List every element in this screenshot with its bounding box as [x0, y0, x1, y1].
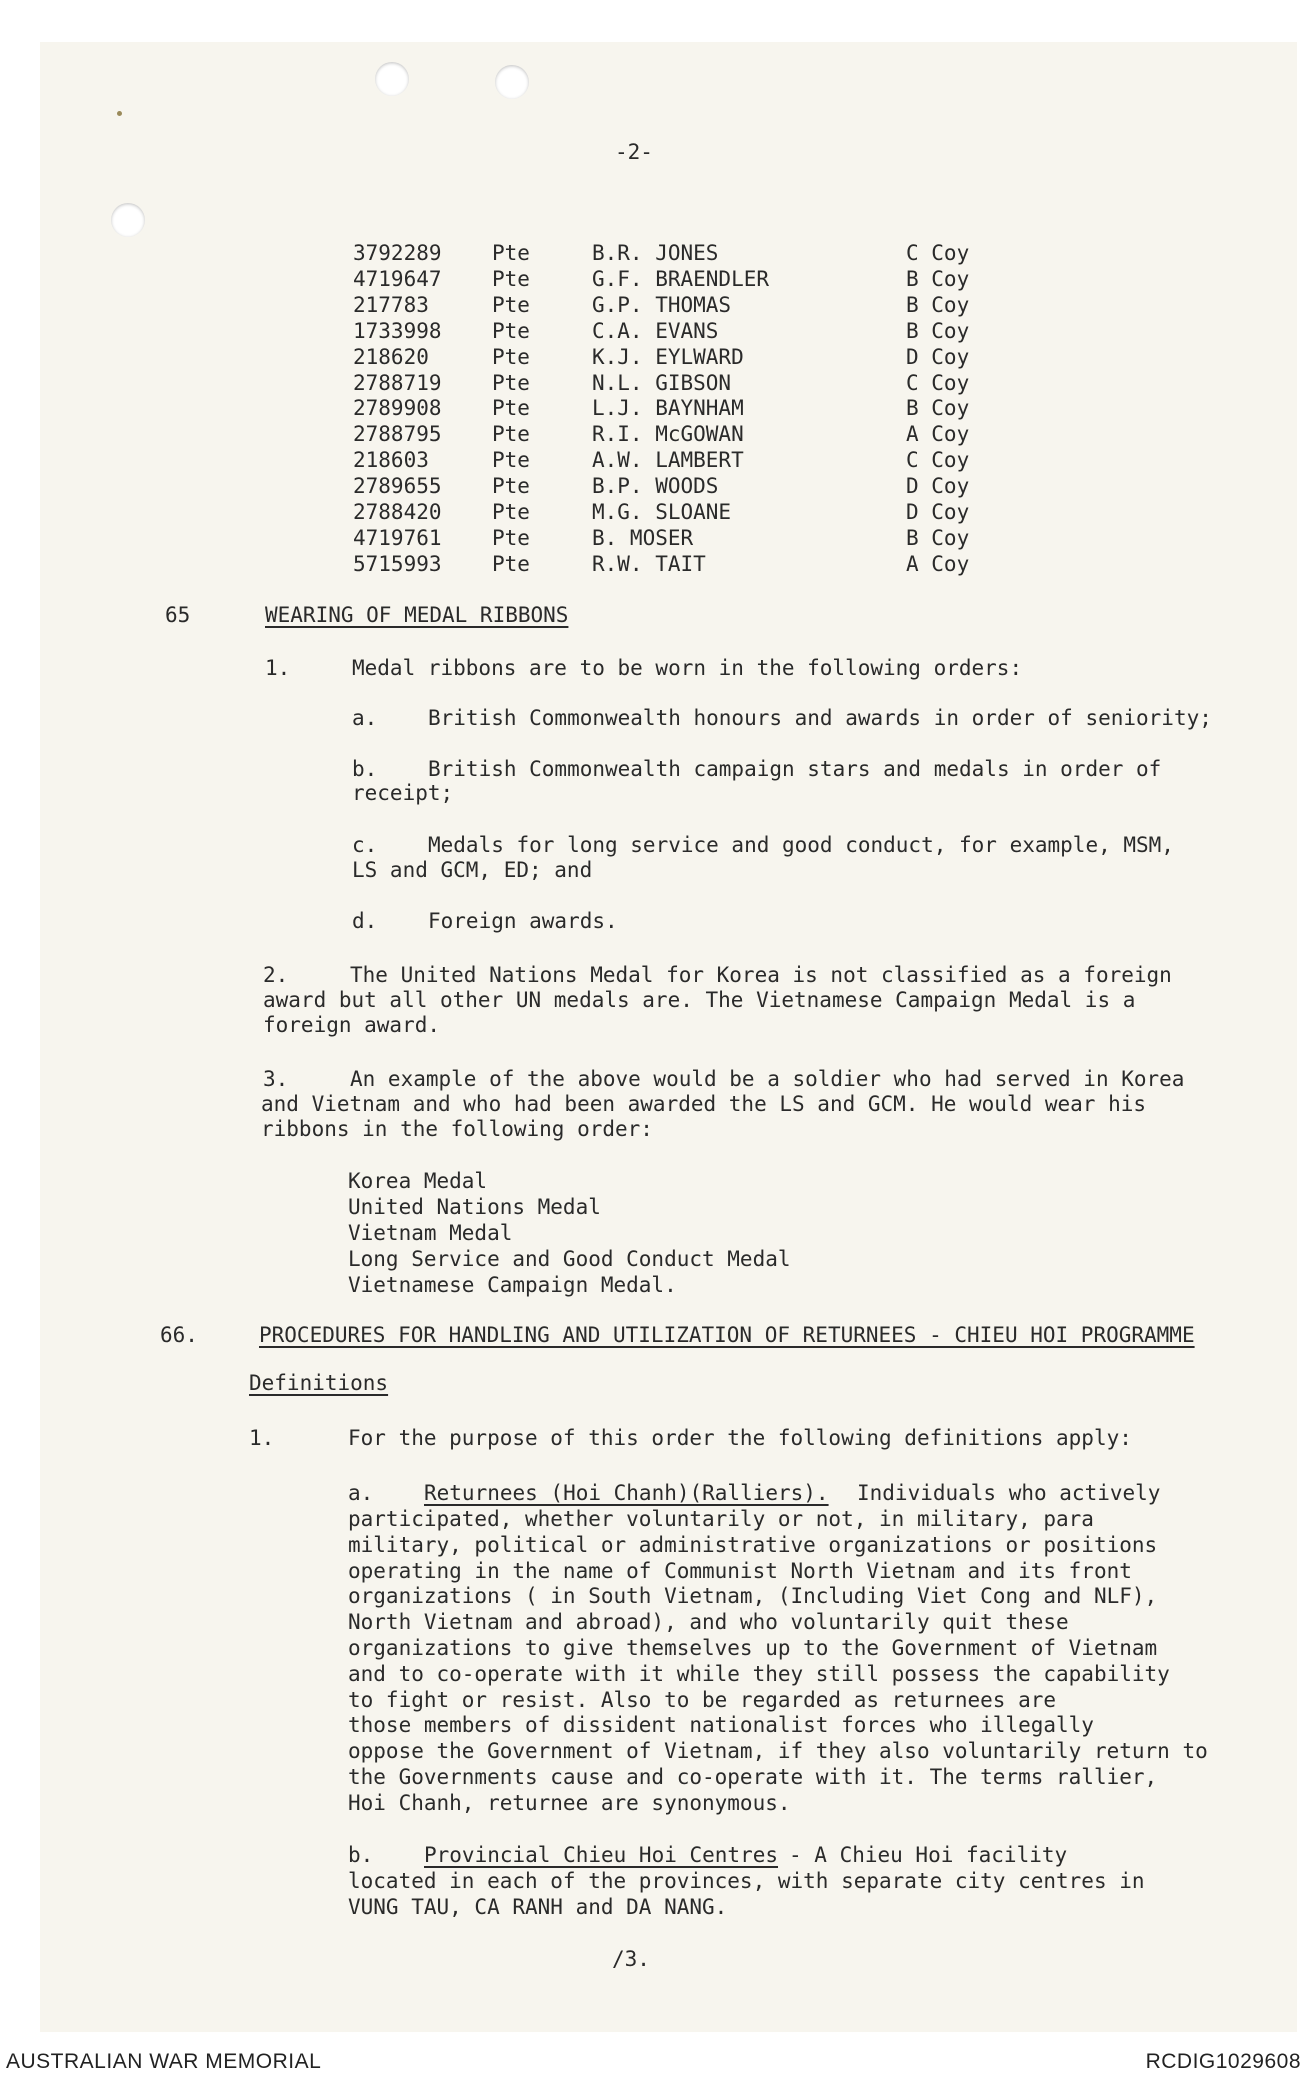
service-number: 2789655: [353, 474, 442, 499]
rank: Pte: [492, 292, 530, 317]
medal-list-item: Vietnam Medal: [348, 1221, 513, 1245]
company: B Coy: [906, 266, 970, 291]
rank: Pte: [492, 525, 530, 550]
s66-item-a-text: Individuals who actively: [857, 1481, 1161, 1505]
s65-para-3-text: An example of the above would be a soldier who had served in Korea: [350, 1067, 1185, 1091]
s66-item-a-text: operating in the name of Communist North Vietnam and its front: [348, 1558, 1132, 1583]
medal-list-item: Vietnamese Campaign Medal.: [348, 1273, 677, 1297]
medal-list-item: Korea Medal: [348, 1169, 488, 1193]
footer-reference: RCDIG1029608: [1145, 2050, 1301, 2073]
service-number: 2788719: [353, 370, 442, 395]
s65-item-b-text: British Commonwealth campaign stars and medals in order of: [428, 757, 1162, 781]
s65-item-a-text: British Commonwealth honours and awards in order of seniority;: [428, 706, 1212, 730]
s65-para-1-number: 1.: [265, 656, 291, 680]
rank: Pte: [492, 448, 530, 473]
soldier-name: A.W. LAMBERT: [592, 448, 744, 473]
nominal-roll-row: [0, 292, 1307, 318]
soldier-name: B.R. JONES: [592, 241, 719, 265]
s66-item-a-text: North Vietnam and abroad), and who voluntarily quit these: [348, 1610, 1069, 1635]
s66-item-a-text: and to co-operate with it while they still possess the capability: [348, 1661, 1170, 1686]
service-number: 4719647: [353, 266, 442, 291]
nominal-roll-row: [0, 318, 1307, 344]
s66-item-a-text: the Governments cause and co-operate with it. The terms rallier,: [348, 1765, 1158, 1789]
s65-item-c-text: Medals for long service and good conduct, for example, MSM,: [428, 833, 1174, 857]
footer-source: AUSTRALIAN WAR MEMORIAL: [6, 2050, 322, 2073]
company: B Coy: [906, 292, 970, 317]
company: D Coy: [906, 500, 970, 524]
chieu-hoi-centres-term: Provincial Chieu Hoi Centres: [424, 1843, 779, 1867]
company: C Coy: [906, 370, 970, 395]
s66-item-a-label: a.: [348, 1481, 374, 1505]
service-number: 4719761: [353, 525, 442, 550]
s65-para-3-text: and Vietnam and who had been awarded the LS and GCM. He would wear his: [261, 1092, 1147, 1116]
s65-item-c-label: c.: [352, 833, 378, 857]
company: B Coy: [906, 525, 970, 550]
punch-hole: [495, 65, 529, 99]
nominal-roll-row: [0, 240, 1307, 266]
soldier-name: G.P. THOMAS: [592, 292, 732, 317]
page-number: -2-: [615, 140, 653, 164]
s66-item-a-text: participated, whether voluntarily or not, in military, para: [348, 1507, 1094, 1531]
s65-para-2-text: award but all other UN medals are. The Vietnamese Campaign Medal is a: [263, 988, 1136, 1012]
service-number: 3792289: [353, 241, 442, 265]
s66-item-a-text: military, political or administrative organizations or positions: [348, 1532, 1158, 1557]
s65-para-2-number: 2.: [263, 963, 289, 987]
nominal-roll-row: [0, 395, 1307, 421]
returnees-term: Returnees (Hoi Chanh)(Ralliers).: [424, 1481, 829, 1505]
section-65-title: WEARING OF MEDAL RIBBONS: [265, 603, 569, 627]
nominal-roll-row: [0, 525, 1307, 551]
rank: Pte: [492, 500, 530, 524]
company: C Coy: [906, 241, 970, 265]
rank: Pte: [492, 370, 530, 395]
s65-para-3-number: 3.: [263, 1067, 289, 1091]
s65-para-1-text: Medal ribbons are to be worn in the following orders:: [352, 656, 1023, 680]
s66-item-a-text: organizations ( in South Vietnam, (Including Viet Cong and NLF),: [348, 1584, 1158, 1609]
s65-para-2-text: The United Nations Medal for Korea is not classified as a foreign: [350, 963, 1172, 987]
definitions-heading: Definitions: [249, 1371, 389, 1395]
nominal-roll-row: [0, 344, 1307, 370]
nominal-roll-row: [0, 447, 1307, 473]
punch-hole: [375, 62, 409, 96]
s66-item-b-text: located in each of the provinces, with separate city centres in: [348, 1869, 1145, 1893]
company: B Coy: [906, 396, 970, 421]
nominal-roll-row: [0, 266, 1307, 292]
soldier-name: L.J. BAYNHAM: [592, 396, 744, 421]
service-number: 5715993: [353, 551, 442, 576]
soldier-name: R.W. TAIT: [592, 551, 706, 576]
nominal-roll-row: [0, 370, 1307, 396]
soldier-name: R.I. McGOWAN: [592, 422, 744, 447]
rank: Pte: [492, 396, 530, 421]
company: D Coy: [906, 474, 970, 499]
s65-para-2-text: foreign award.: [263, 1013, 441, 1037]
s66-para-1-text: For the purpose of this order the following definitions apply:: [348, 1426, 1132, 1450]
nominal-roll-row: [0, 473, 1307, 499]
rank: Pte: [492, 241, 530, 265]
s66-item-b-label: b.: [348, 1843, 374, 1867]
service-number: 2788420: [353, 500, 442, 524]
company: A Coy: [906, 551, 970, 576]
service-number: 2788795: [353, 422, 442, 447]
section-66-number: 66.: [160, 1323, 198, 1347]
rank: Pte: [492, 422, 530, 447]
s65-para-3-text: ribbons in the following order:: [261, 1117, 653, 1141]
continuation-marker: /3.: [612, 1947, 650, 1971]
s65-item-d-label: d.: [352, 909, 378, 933]
medal-list-item: United Nations Medal: [348, 1195, 601, 1219]
rank: Pte: [492, 266, 530, 291]
company: B Coy: [906, 318, 970, 343]
rank: Pte: [492, 344, 530, 369]
nominal-roll-row: [0, 499, 1307, 525]
soldier-name: K.J. EYLWARD: [592, 344, 744, 369]
punch-hole: [111, 203, 145, 237]
s66-para-1-number: 1.: [249, 1426, 275, 1450]
company: C Coy: [906, 448, 970, 473]
s65-item-d-text: Foreign awards.: [428, 909, 618, 933]
s65-item-b-label: b.: [352, 757, 378, 781]
soldier-name: C.A. EVANS: [592, 318, 719, 343]
s65-item-c-text: LS and GCM, ED; and: [352, 858, 593, 882]
section-65-number: 65: [165, 603, 191, 627]
soldier-name: N.L. GIBSON: [592, 370, 732, 395]
nominal-roll-row: [0, 421, 1307, 447]
company: D Coy: [906, 344, 970, 369]
s66-item-a-text: organizations to give themselves up to the Government of Vietnam: [348, 1636, 1158, 1660]
s66-item-a-text: those members of dissident nationalist forces who illegally: [348, 1713, 1094, 1738]
medal-list-item: Long Service and Good Conduct Medal: [348, 1247, 791, 1271]
service-number: 2789908: [353, 396, 442, 421]
s66-item-a-text: to fight or resist. Also to be regarded as returnees are: [348, 1687, 1057, 1712]
paper-mark: [117, 111, 122, 116]
rank: Pte: [492, 551, 530, 576]
service-number: 218620: [353, 344, 429, 369]
s66-item-b-text: VUNG TAU, CA RANH and DA NANG.: [348, 1895, 728, 1919]
s65-item-a-label: a.: [352, 706, 378, 730]
service-number: 218603: [353, 448, 429, 473]
s66-item-b-text: - A Chieu Hoi facility: [789, 1843, 1068, 1867]
soldier-name: B.P. WOODS: [592, 474, 719, 499]
service-number: 1733998: [353, 318, 442, 343]
soldier-name: G.F. BRAENDLER: [592, 266, 770, 291]
soldier-name: B. MOSER: [592, 525, 694, 550]
section-66-title: PROCEDURES FOR HANDLING AND UTILIZATION OF RETURNEES - CHIEU HOI PROGRAMME: [259, 1323, 1195, 1347]
s66-item-a-text: oppose the Government of Vietnam, if they also voluntarily return to: [348, 1739, 1208, 1764]
nominal-roll-row: [0, 551, 1307, 577]
rank: Pte: [492, 318, 530, 343]
soldier-name: M.G. SLOANE: [592, 500, 732, 524]
s65-item-b-text: receipt;: [352, 781, 454, 805]
rank: Pte: [492, 474, 530, 499]
s66-item-a-text: Hoi Chanh, returnee are synonymous.: [348, 1790, 791, 1815]
service-number: 217783: [353, 292, 429, 317]
company: A Coy: [906, 422, 970, 447]
